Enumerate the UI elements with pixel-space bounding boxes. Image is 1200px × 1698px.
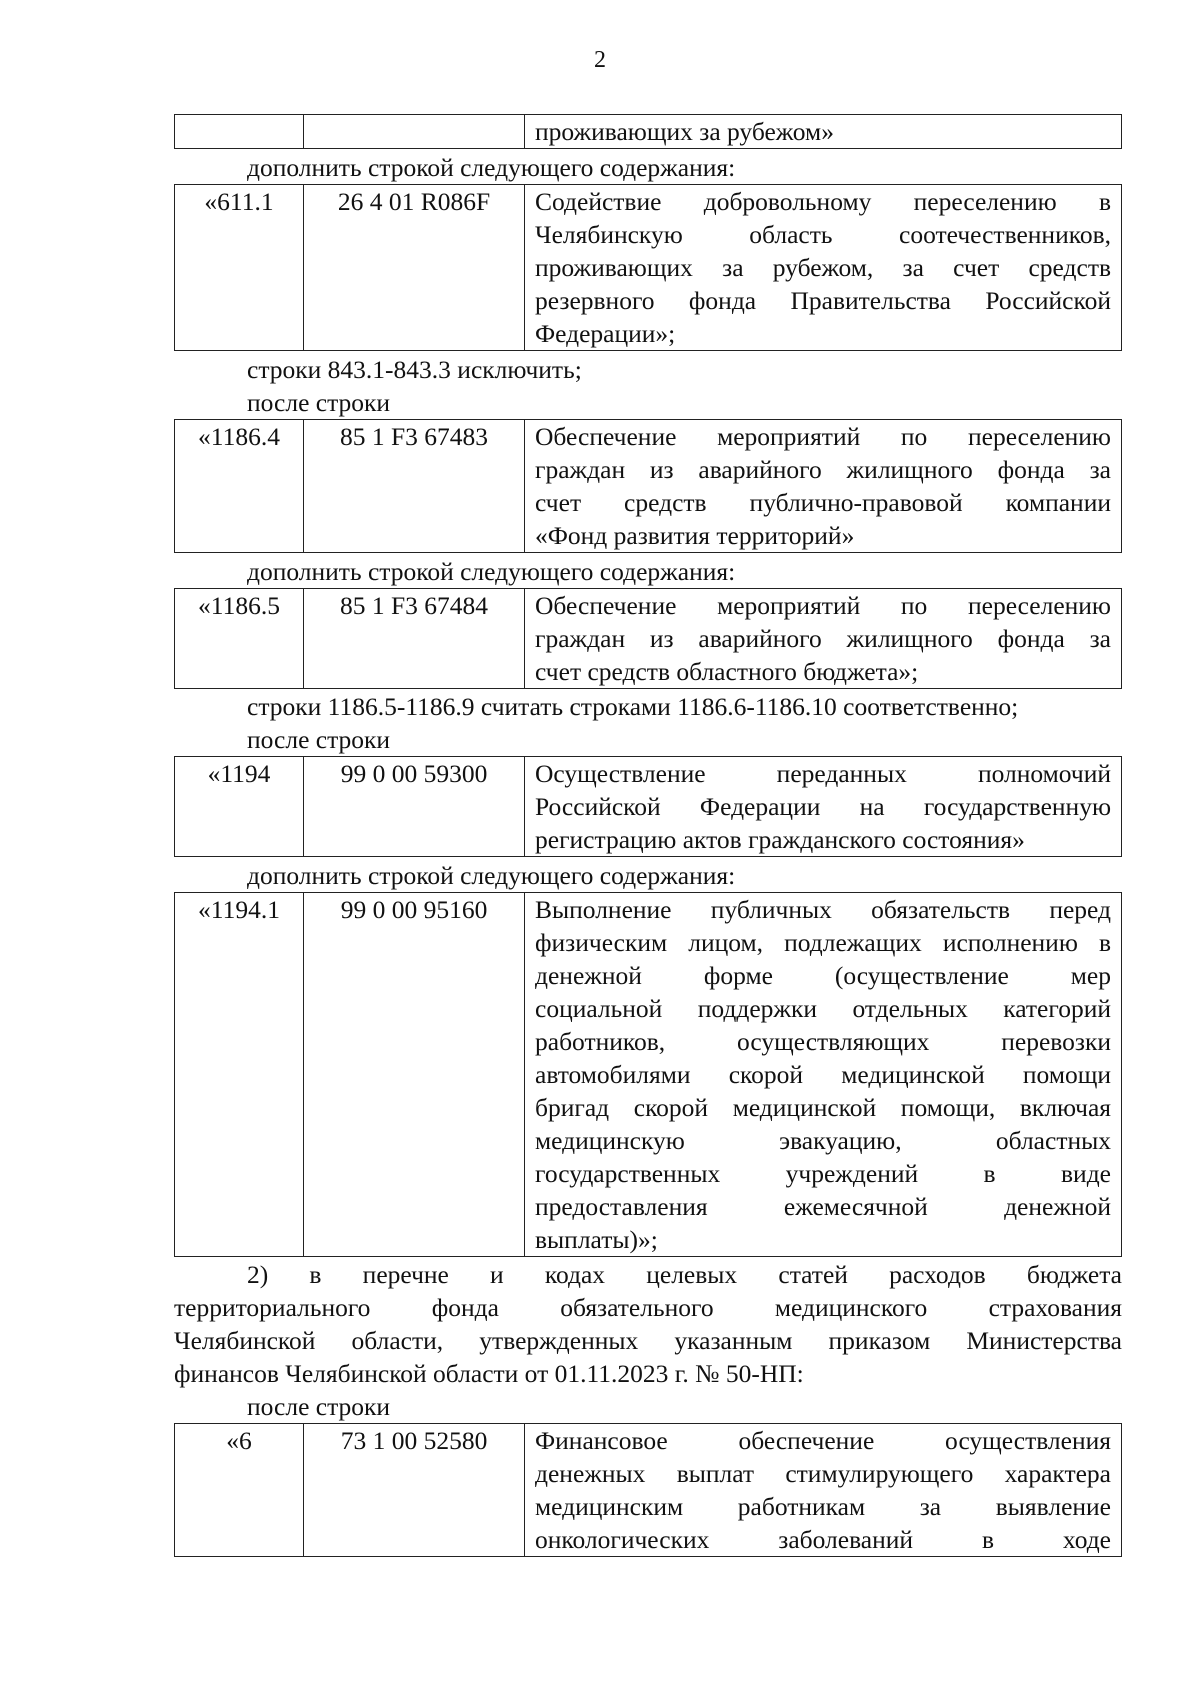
row-number-cell: «1186.4	[175, 420, 304, 553]
table-row-6	[174, 1423, 1122, 1557]
paragraph-line: 2) в перечне и кодах целевых статей расходов бюджета	[247, 1260, 1122, 1289]
instruction-renumber-rows: строки 1186.5-1186.9 считать строками 1186.6-1186.10 соответственно;	[247, 692, 1019, 721]
page-number: 2	[594, 47, 606, 73]
table-row-611-1	[174, 184, 1122, 351]
description-line: Выполнение публичных обязательств перед	[535, 895, 1111, 924]
description-line: бригад скорой медицинской помощи, включая	[535, 1093, 1111, 1122]
table-row	[175, 185, 1122, 351]
description-cell	[525, 1424, 1122, 1557]
row-number-cell: «611.1	[175, 185, 304, 351]
description-line: счет средств публично-правовой компании	[535, 488, 1111, 517]
instruction-exclude-rows: строки 843.1-843.3 исключить;	[247, 355, 582, 384]
description-line: денежной форме (осуществление мер	[535, 961, 1111, 990]
description-line: выплаты)»;	[535, 1225, 658, 1254]
description-cell	[525, 420, 1122, 553]
description-line: проживающих за рубежом»	[535, 117, 834, 146]
instruction-after-row: после строки	[247, 388, 391, 417]
description-line: государственных учреждений в виде	[535, 1159, 1111, 1188]
table-row	[175, 1424, 1122, 1557]
description-line: Обеспечение мероприятий по переселению	[535, 422, 1111, 451]
instruction-after-row: после строки	[247, 725, 391, 754]
description-line: автомобилями скорой медицинской помощи	[535, 1060, 1111, 1089]
description-line: проживающих за рубежом, за счет средств	[535, 253, 1111, 282]
description-line: граждан из аварийного жилищного фонда за	[535, 455, 1111, 484]
description-line: Обеспечение мероприятий по переселению	[535, 591, 1111, 620]
description-line: Челябинскую область соотечественников,	[535, 220, 1111, 249]
instruction-add-row: дополнить строкой следующего содержания:	[247, 153, 736, 182]
description-line: Федерации»;	[535, 319, 676, 348]
table-row	[175, 757, 1122, 857]
table-row	[175, 115, 1122, 149]
description-line: медицинскую эвакуацию, областных	[535, 1126, 1111, 1155]
table-row-1194	[174, 756, 1122, 857]
description-line: счет средств областного бюджета»;	[535, 657, 919, 686]
instruction-add-row: дополнить строкой следующего содержания:	[247, 861, 736, 890]
table-row	[175, 420, 1122, 553]
description-line: граждан из аварийного жилищного фонда за	[535, 624, 1111, 653]
row-number-cell: «6	[175, 1424, 304, 1557]
row-number-cell: «1186.5	[175, 589, 304, 689]
table-fragment-continuation	[174, 114, 1122, 149]
paragraph-line: финансов Челябинской области от 01.11.2023 г. № 50-НП:	[174, 1359, 804, 1388]
target-article-code-cell: 73 1 00 52580	[304, 1424, 525, 1557]
target-article-code-cell: 85 1 F3 67483	[304, 420, 525, 553]
description-line: Российской Федерации на государственную	[535, 792, 1111, 821]
description-line: онкологических заболеваний в ходе	[535, 1525, 1111, 1554]
description-line: резервного фонда Правительства Российской	[535, 286, 1111, 315]
description-line: регистрацию актов гражданского состояния»	[535, 825, 1025, 854]
description-line: медицинским работникам за выявление	[535, 1492, 1111, 1521]
paragraph-line: Челябинской области, утвержденных указанным приказом Министерства	[174, 1326, 1122, 1355]
description-line: Осуществление переданных полномочий	[535, 759, 1111, 788]
table-row-1194-1	[174, 892, 1122, 1257]
description-cell	[525, 893, 1122, 1257]
description-line: «Фонд развития территорий»	[535, 521, 855, 550]
description-line: денежных выплат стимулирующего характера	[535, 1459, 1111, 1488]
description-cell	[525, 589, 1122, 689]
target-article-code-cell: 26 4 01 R086F	[304, 185, 525, 351]
description-line: Финансовое обеспечение осуществления	[535, 1426, 1111, 1455]
target-article-code-cell: 99 0 00 59300	[304, 757, 525, 857]
row-number-cell: «1194	[175, 757, 304, 857]
table-row	[175, 893, 1122, 1257]
description-cell	[525, 757, 1122, 857]
table-row-1186-5	[174, 588, 1122, 689]
description-cell	[525, 185, 1122, 351]
target-article-code-cell: 85 1 F3 67484	[304, 589, 525, 689]
table-row-1186-4	[174, 419, 1122, 553]
description-line: работников, осуществляющих перевозки	[535, 1027, 1111, 1056]
description-cell	[525, 115, 1122, 149]
description-line: физическим лицом, подлежащих исполнению в	[535, 928, 1111, 957]
target-article-code-cell: 99 0 00 95160	[304, 893, 525, 1257]
paragraph-2	[174, 1258, 1122, 1390]
target-article-code-cell	[304, 115, 525, 149]
instruction-after-row: после строки	[247, 1392, 391, 1421]
table-row	[175, 589, 1122, 689]
row-number-cell: «1194.1	[175, 893, 304, 1257]
paragraph-line: территориального фонда обязательного медицинского страхования	[174, 1293, 1122, 1322]
row-number-cell	[175, 115, 304, 149]
instruction-add-row: дополнить строкой следующего содержания:	[247, 557, 736, 586]
description-line: социальной поддержки отдельных категорий	[535, 994, 1111, 1023]
description-line: предоставления ежемесячной денежной	[535, 1192, 1111, 1221]
description-line: Содействие добровольному переселению в	[535, 187, 1111, 216]
